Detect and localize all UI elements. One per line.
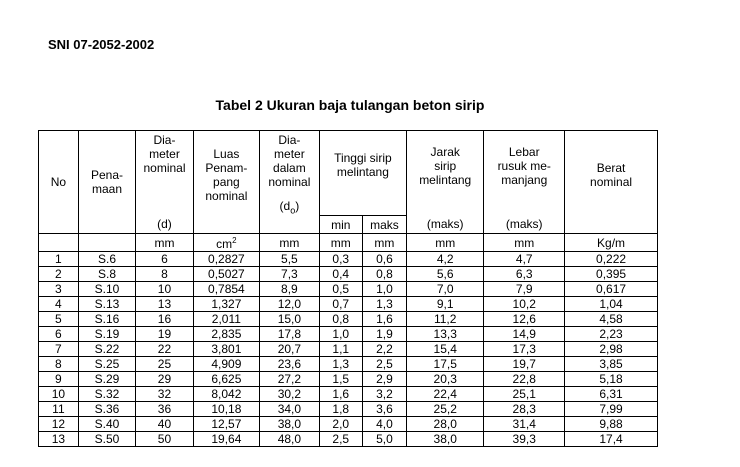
table-cell: 11 [39,402,79,417]
table-cell: 7 [39,342,79,357]
table-cell: 2,0 [319,417,362,432]
table-cell: 2,5 [362,357,406,372]
table-cell: 1,5 [319,372,362,387]
table-cell: 22 [136,342,193,357]
table-cell: 38,0 [407,432,484,447]
table-cell: 17,4 [565,432,658,447]
table-cell: 11,2 [407,312,484,327]
table-cell: 12 [39,417,79,432]
table-cell: 3,2 [362,387,406,402]
table-row [39,312,658,327]
table-cell: 10 [136,282,193,297]
header-min [319,216,362,234]
table-cell: 0,5027 [193,267,259,282]
unit-min: mm [319,234,362,252]
header-diameter-nominal-label: Dia- meter nominal [143,133,186,175]
header-lebar-rusuk [484,131,565,216]
table-cell: 0,7 [319,297,362,312]
diameter-nominal-symbol: (d) [157,217,172,231]
header-no [39,131,79,234]
header-maks [362,216,406,234]
lebar-symbol: (maks) [505,217,543,231]
table-cell: 1,3 [319,357,362,372]
table-cell: S.29 [78,372,135,387]
table-cell: 7,9 [484,282,565,297]
table-cell: 2,98 [565,342,658,357]
table-cell: 0,2827 [193,252,259,267]
table-cell: 2,011 [193,312,259,327]
table-cell: 1,9 [362,327,406,342]
table-cell: 17,3 [484,342,565,357]
table-cell: 5,18 [565,372,658,387]
table-cell: 15,4 [407,342,484,357]
table-body [39,252,658,447]
table-cell: 1,3 [362,297,406,312]
header-diameter-nominal-symbol [136,216,193,234]
table-cell: S.6 [78,252,135,267]
table-cell: 6,625 [193,372,259,387]
table-cell: 50 [136,432,193,447]
table-cell: 5,6 [407,267,484,282]
table-cell: 6,31 [565,387,658,402]
header-jarak-symbol [407,216,484,234]
table-cell: 10,2 [484,297,565,312]
table-row [39,327,658,342]
header-diameter-nominal [136,131,193,216]
table-row [39,357,658,372]
unit-no [39,234,79,252]
table-cell: 4,909 [193,357,259,372]
table-cell: 0,222 [565,252,658,267]
table-cell: 2,835 [193,327,259,342]
header-penamaan-label: Pena- maan [91,168,124,196]
table-cell: 3,85 [565,357,658,372]
table-cell: S.25 [78,357,135,372]
table-cell: 19 [136,327,193,342]
table-row [39,267,658,282]
unit-diameter-nominal: mm [136,234,193,252]
table-cell: 6 [39,327,79,342]
table-cell: 15,0 [260,312,320,327]
table-cell: 1 [39,252,79,267]
table-cell: 31,4 [484,417,565,432]
header-lebar-symbol [484,216,565,234]
table-cell: 1,327 [193,297,259,312]
table-cell: 0,6 [362,252,406,267]
header-min-label: min [331,217,351,232]
table-cell: 0,8 [362,267,406,282]
diameter-dalam-symbol-sub: o [290,205,296,216]
table-cell: 8 [39,357,79,372]
unit-luas-base: cm [216,237,233,251]
table-cell: 2,9 [362,372,406,387]
table-cell: 1,04 [565,297,658,312]
table-cell: 3,801 [193,342,259,357]
table-cell: 0,7854 [193,282,259,297]
table-cell: 7,3 [260,267,320,282]
header-jarak-sirip [407,131,484,216]
header-tinggi-sirip [319,131,406,216]
table-cell: 23,6 [260,357,320,372]
table-cell: 2,5 [319,432,362,447]
unit-lebar: mm [484,234,565,252]
table-cell: 25,1 [484,387,565,402]
diameter-dalam-symbol-open: (d [279,199,291,213]
footnote-partial [38,457,668,467]
table-cell: 29 [136,372,193,387]
table-cell: 48,0 [260,432,320,447]
table-cell: 0,5 [319,282,362,297]
header-luas-penampang [193,131,259,234]
header-berat-label: Berat nominal [590,161,633,189]
table-cell: 0,3 [319,252,362,267]
unit-luas-sup: 2 [232,236,237,245]
table-cell: 8,9 [260,282,320,297]
table-cell: S.40 [78,417,135,432]
table-cell: 0,395 [565,267,658,282]
unit-jarak: mm [407,234,484,252]
table-cell: 4 [39,297,79,312]
table-cell: 12,57 [193,417,259,432]
header-tinggi-sirip-label: Tinggi sirip melintang [334,151,392,179]
table-cell: S.8 [78,267,135,282]
table-cell: 4,58 [565,312,658,327]
table-cell: S.50 [78,432,135,447]
unit-berat: Kg/m [565,234,658,252]
table-cell: 14,9 [484,327,565,342]
table-cell: 22,4 [407,387,484,402]
table-cell: 25 [136,357,193,372]
table-cell: 19,7 [484,357,565,372]
table-cell: 9,1 [407,297,484,312]
table-cell: 0,617 [565,282,658,297]
table-cell: S.36 [78,402,135,417]
table-cell: 12,0 [260,297,320,312]
table-cell: 5,0 [362,432,406,447]
table-cell: 20,3 [407,372,484,387]
table-cell: S.32 [78,387,135,402]
table-cell: 4,7 [484,252,565,267]
table-cell: 16 [136,312,193,327]
table-cell: 32 [136,387,193,402]
header-diameter-dalam-symbol [260,199,319,217]
table-cell: 3 [39,282,79,297]
table-row [39,297,658,312]
table-cell: 17,5 [407,357,484,372]
table-cell: 30,2 [260,387,320,402]
header-luas-penampang-label: Luas Penam- pang nominal [205,147,248,203]
header-diameter-dalam-label: Dia- meter dalam nominal [268,133,311,189]
table-cell: 4,0 [362,417,406,432]
table-row [39,282,658,297]
table-cell: 20,7 [260,342,320,357]
table-row [39,432,658,447]
diameter-dalam-symbol-close: ) [295,199,300,213]
table-cell: 0,8 [319,312,362,327]
table-cell: 34,0 [260,402,320,417]
header-diameter-dalam [260,131,320,234]
table-cell: S.19 [78,327,135,342]
header-berat [565,131,658,234]
table-cell: 17,8 [260,327,320,342]
table-cell: S.13 [78,297,135,312]
table-cell: 8,042 [193,387,259,402]
document-code: SNI 07-2052-2002 [48,37,155,52]
table-cell: 22,8 [484,372,565,387]
table-cell: 28,0 [407,417,484,432]
table-cell: 1,6 [319,387,362,402]
table-cell: 40 [136,417,193,432]
table-row [39,342,658,357]
table-cell: S.16 [78,312,135,327]
table-cell: 9 [39,372,79,387]
table-cell: 7,99 [565,402,658,417]
table-cell: 2,2 [362,342,406,357]
table-cell: 5,5 [260,252,320,267]
header-maks-label: maks [370,217,399,232]
table-cell: S.22 [78,342,135,357]
table-cell: 13,3 [407,327,484,342]
table-cell: 5 [39,312,79,327]
header-penamaan [78,131,135,234]
table-cell: 10,18 [193,402,259,417]
table-cell: 13 [39,432,79,447]
table-cell: 4,2 [407,252,484,267]
table-cell: 25,2 [407,402,484,417]
table-cell: 0,4 [319,267,362,282]
table-cell: 27,2 [260,372,320,387]
unit-diameter-dalam: mm [260,234,320,252]
table-cell: 7,0 [407,282,484,297]
table-cell: 1,8 [319,402,362,417]
table-cell: 8 [136,267,193,282]
table-cell: 36 [136,402,193,417]
table-cell: 10 [39,387,79,402]
table-cell: 39,3 [484,432,565,447]
units-row [39,234,658,252]
table-cell: 19,64 [193,432,259,447]
header-lebar-rusuk-label: Lebar rusuk me- manjang [497,145,551,187]
rebar-size-table [38,130,658,447]
header-jarak-sirip-label: Jarak sirip melintang [419,145,472,187]
table-cell: 9,88 [565,417,658,432]
table-cell: 2,23 [565,327,658,342]
table-cell: 6 [136,252,193,267]
table-row [39,417,658,432]
table-cell: 3,6 [362,402,406,417]
table-cell: 38,0 [260,417,320,432]
table-row [39,372,658,387]
table-row [39,252,658,267]
table-cell: 12,6 [484,312,565,327]
unit-penamaan [78,234,135,252]
table-cell: S.10 [78,282,135,297]
table-row [39,387,658,402]
table-cell: 13 [136,297,193,312]
jarak-symbol: (maks) [426,217,464,231]
unit-maks: mm [362,234,406,252]
table-cell: 28,3 [484,402,565,417]
table-cell: 1,6 [362,312,406,327]
table-cell: 6,3 [484,267,565,282]
header-no-label: No [50,175,67,189]
table-cell: 1,1 [319,342,362,357]
table-row [39,402,658,417]
table-title: Tabel 2 Ukuran baja tulangan beton sirip [215,97,485,113]
table-cell: 1,0 [362,282,406,297]
unit-luas [193,234,259,252]
table-cell: 1,0 [319,327,362,342]
table-cell: 2 [39,267,79,282]
